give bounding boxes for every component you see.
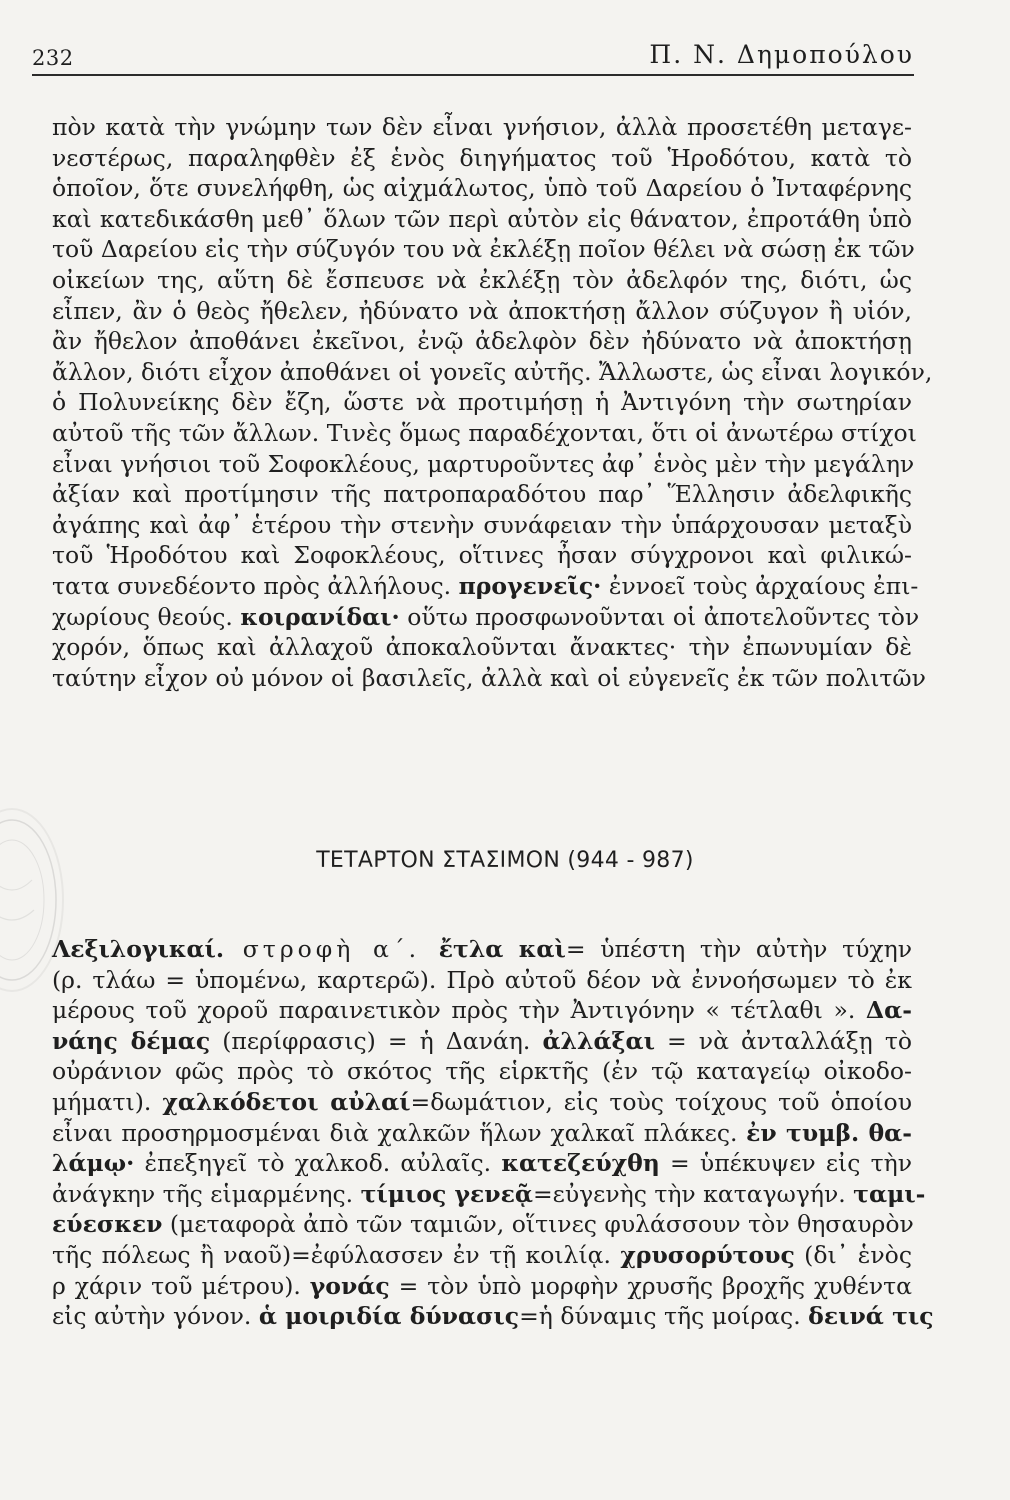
text-line [52,1301,934,1332]
glossary-term: ἐν τυμβ. θα- [746,1118,912,1147]
text-line [52,602,920,633]
text-segment: =ἡ δύναμις τῆς μοίρας. [519,1302,809,1331]
glossary-term: χαλκόδετοι αὐλαί [162,1087,411,1116]
text-line: οἰκείων της, αὕτη δὲ ἔσπευσε νὰ ἐκλέξῃ τὸν ἀδελφόν της, διότι, ὡς [52,265,912,294]
glossary-term: κοιρανίδαι· [240,602,400,631]
text-line [52,1026,912,1057]
text-line: τοῦ Ἡροδότου καὶ Σοφοκλέους, οἵτινες ἦσαν σύγχρονοι καὶ φιλικώ- [52,541,912,570]
text-line [52,995,912,1026]
text-segment: = ὑπέστη τὴν αὐτὴν τύχην [565,935,912,963]
glossary-heading: Λεξιλογικαί. [52,935,225,963]
text-line: ὁποῖον, ὅτε συνελήφθη, ὡς αἰχμάλωτος, ὑπὸ τοῦ Δαρείου ὁ Ἰνταφέρνης [52,174,912,203]
glossary-term: χρυσορύτους [620,1240,795,1269]
glossary-term: ἔτλα καὶ [438,935,566,963]
text-segment: = νὰ ἀνταλλάξῃ τὸ [654,1026,912,1055]
text-line [52,1271,912,1302]
text-segment: τατα συνεδέοντο πρὸς ἀλλήλους. [52,571,459,600]
text-line: εἶναι γνήσιοι τοῦ Σοφοκλέους, μαρτυροῦντες ἀφ᾿ ἑνὸς μὲν τὴν μεγάλην [52,449,915,478]
glossary-term: ταμι- [853,1179,926,1208]
text-line: ἄλλον, διότι εἶχον ἀποθάνει οἱ γονεῖς αὐτῆς. Ἄλλωστε, ὡς εἶναι λογικόν, [52,357,933,386]
text-line [52,1148,912,1179]
paragraph-glossary [52,934,934,1332]
text-line [52,934,912,965]
section-heading: ΤΕΤΑΡΤΟΝ ΣΤΑΣΙΜΟΝ (944 - 987) [316,848,694,873]
text-line: ταύτην εἶχον οὐ μόνον οἱ βασιλεῖς, ἀλλὰ καὶ οἱ εὐγενεῖς ἐκ τῶν πολιτῶν [52,663,926,692]
text-line [52,571,919,602]
text-line [52,1118,912,1149]
running-head: Π. Ν. Δημοπούλου [649,40,914,69]
text-line: τοῦ Δαρείου εἰς τὴν σύζυγόν του νὰ ἐκλέξῃ ποῖον θέλει νὰ σώσῃ ἐκ τῶν [52,235,915,264]
glossary-term: λάμῳ· [52,1149,135,1178]
text-segment: ἐννοεῖ τοὺς ἀρχαίους ἐπι- [601,571,919,600]
text-line: εἶπεν, ἂν ὁ θεὸς ἤθελεν, ἠδύνατο νὰ ἀποκτήσῃ ἄλλον σύζυγον ἢ υἱόν, [52,296,912,325]
text-segment: (δι᾿ ἑνὸς [794,1240,912,1269]
text-line: ἀγάπης καὶ ἀφ᾿ ἑτέρου τὴν στενὴν συνάφειαν τὴν ὑπάρχουσαν μεταξὺ [52,510,912,539]
glossary-term: εύεσκεν [52,1210,163,1239]
glossary-term: γονάς [309,1271,390,1300]
text-segment: =δωμάτιον, εἰς τοὺς τοίχους τοῦ ὁποίου [410,1087,912,1116]
glossary-term: ἁ μοιριδία δύνασις [258,1302,520,1331]
glossary-term: δεινά τις [808,1302,934,1331]
text-segment: = τὸν ὑπὸ μορφὴν χρυσῆς βροχῆς χυθέντα [389,1271,913,1300]
text-segment: = ὑπέκυψεν εἰς τὴν [659,1149,912,1178]
text-line [52,1179,926,1210]
glossary-term: ἀλλάξαι [542,1026,655,1055]
text-segment: στροφὴ α΄. [224,935,439,963]
glossary-term: προγενεῖς· [458,571,602,600]
page-header [32,40,914,76]
text-segment: =εὐγενὴς τὴν καταγωγήν. [532,1179,854,1208]
text-segment: τῆς πόλεως ἢ ναοῦ)=ἐφύλασσεν ἐν τῇ κοιλίᾳ. [52,1240,621,1269]
text-segment: εἰς αὐτὴν γόνον. [52,1302,259,1331]
paragraph-commentary [52,112,933,693]
text-line: (ρ. τλάω = ὑπομένω, καρτερῶ). Πρὸ αὐτοῦ δέον νὰ ἐννοήσωμεν τὸ ἐκ [52,965,912,994]
text-line [52,1240,912,1271]
text-line: καὶ κατεδικάσθη μεθ᾿ ὅλων τῶν περὶ αὐτὸν εἰς θάνατον, ἐπροτάθη ὑπὸ [52,204,912,233]
text-line [52,1087,912,1118]
text-segment: χωρίους θεούς. [52,602,241,631]
text-line: ἂν ἤθελον ἀποθάνει ἐκεῖνοι, ἐνῷ ἀδελφὸν δὲν ἠδύνατο νὰ ἀποκτήσῃ [52,327,912,356]
text-line [52,1209,912,1240]
header-rule [32,74,914,76]
page-number: 232 [32,46,74,70]
text-segment: εἶναι προσηρμοσμέναι διὰ χαλκῶν ἥλων χαλκαῖ πλάκες. [52,1118,747,1147]
text-segment: ἐπεξηγεῖ τὸ χαλκοδ. αὐλαῖς. [134,1149,502,1178]
glossary-term: κατεζεύχθη [501,1149,660,1178]
text-segment: (περίφρασις) = ἡ Δανάη. [210,1026,543,1055]
text-segment: ρ χάριν τοῦ μέτρου). [52,1271,310,1300]
glossary-term: νάης δέμας [52,1026,211,1055]
text-segment: οὕτω προσφωνοῦνται οἱ ἀποτελοῦντες τὸν [399,602,920,631]
text-segment: ἀνάγκην τῆς εἱμαρμένης. [52,1179,361,1208]
text-line: πὸν κατὰ τὴν γνώμην των δὲν εἶναι γνήσιον, ἀλλὰ προσετέθη μεταγε- [52,113,912,141]
text-segment: μέρους τοῦ χοροῦ παραινετικὸν πρὸς τὴν Ἀντιγόνην « τέτλαθι ». [52,996,866,1025]
text-line: νεστέρως, παραληφθὲν ἐξ ἑνὸς διηγήματος τοῦ Ἡροδότου, κατὰ τὸ [52,143,912,172]
glossary-term: Δα- [865,996,912,1025]
text-segment: μήματι). [52,1087,163,1116]
text-line: αὐτοῦ τῆς τῶν ἄλλων. Τινὲς ὅμως παραδέχονται, ὅτι οἱ ἀνωτέρω στίχοι [52,418,917,447]
text-line: ἀξίαν καὶ προτίμησιν τῆς πατροπαραδότου παρ᾿ Ἕλλησιν ἀδελφικῆς [52,480,912,509]
text-segment: (μεταφορὰ ἀπὸ τῶν ταμιῶν, οἵτινες φυλάσσουν τὸν θησαυρὸν [162,1210,914,1239]
text-line: ὁ Πολυνείκης δὲν ἔζη, ὥστε νὰ προτιμήσῃ ἡ Ἀντιγόνη τὴν σωτηρίαν [52,388,912,417]
text-line: οὐράνιον φῶς πρὸς τὸ σκότος τῆς εἱρκτῆς (ἐν τῷ καταγείῳ οἰκοδο- [52,1057,912,1086]
glossary-term: τίμιος γενεᾷ [360,1179,533,1208]
text-line: χορόν, ὅπως καὶ ἀλλαχοῦ ἀποκαλοῦνται ἄνακτες· τὴν ἐπωνυμίαν δὲ [52,633,912,662]
